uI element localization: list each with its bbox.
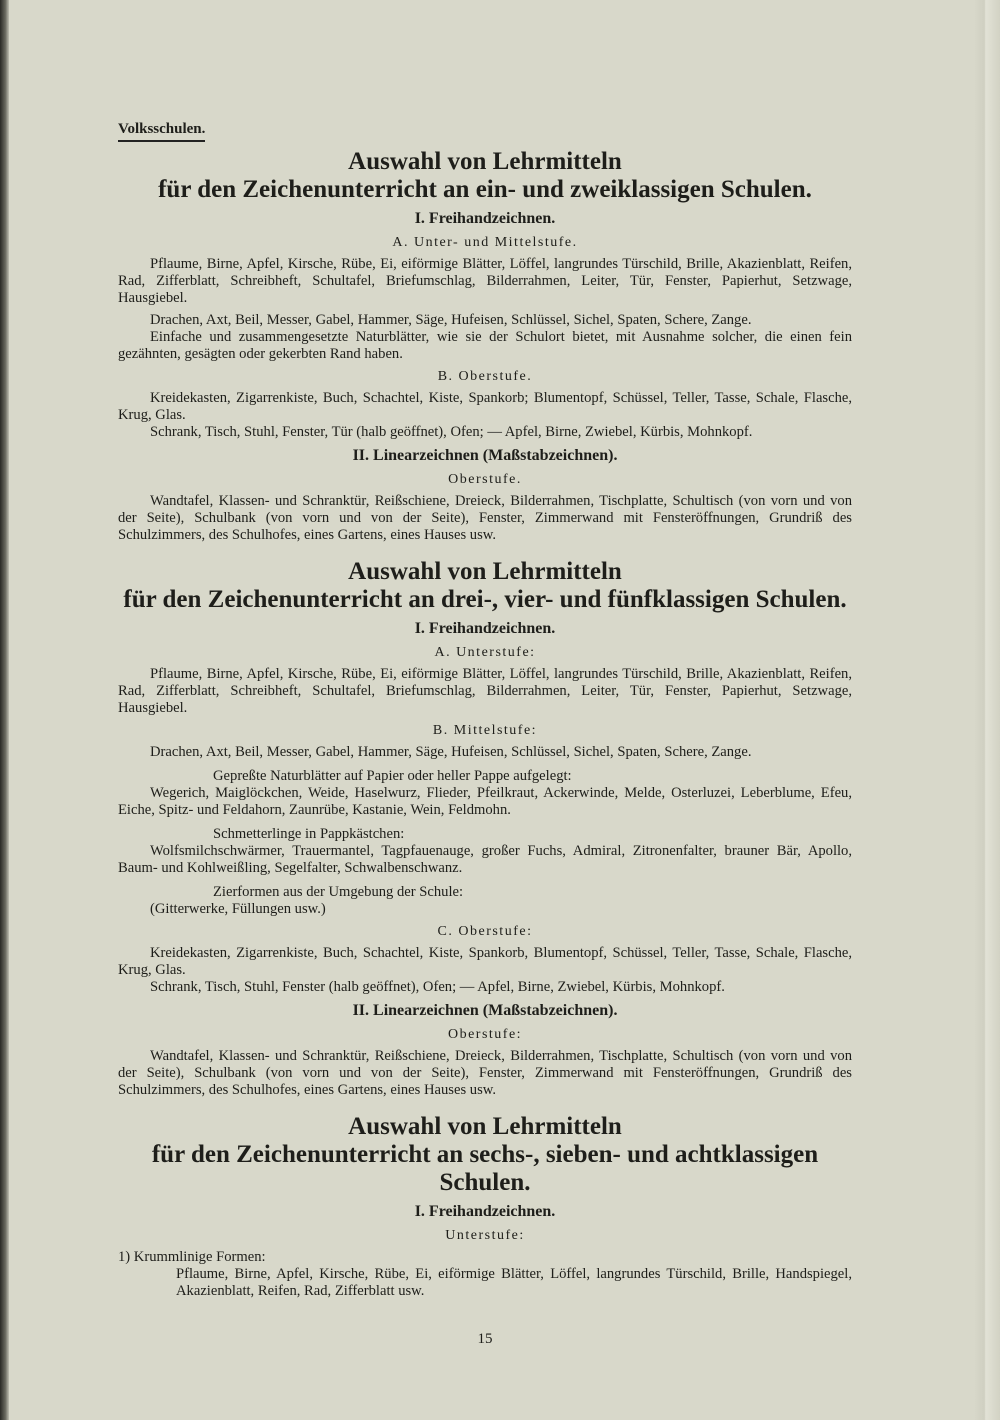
heading-freihand: I. Freihandzeichnen.: [414, 1203, 556, 1220]
paragraph: Drachen, Axt, Beil, Messer, Gabel, Hammer, Säge, Hufeisen, Schlüssel, Sichel, Spaten, Schere, Zange.: [150, 744, 752, 760]
list-label: 1) Krummlinige Formen:: [118, 1249, 266, 1265]
heading-linear: II. Linearzeichnen (Maßstabzeichnen).: [352, 1002, 618, 1019]
title-line: Auswahl von Lehrmitteln: [348, 1113, 622, 1140]
title-line: für den Zeichenunterricht an drei-, vier- und fünfklassigen Schulen.: [123, 586, 847, 613]
heading-freihand: I. Freihandzeichnen.: [414, 620, 556, 637]
title-line: Auswahl von Lehrmitteln: [348, 148, 622, 175]
subheading: Oberstufe.: [448, 472, 522, 487]
paragraph: Wegerich, Maiglöckchen, Weide, Haselwurz, Flieder, Pfeilkraut, Ackerwinde, Melde, Osterluzei, Leberblume, Efeu, Eiche, Spitz- und Feldahorn, Zaunrübe, Kastanie, Wein, Feldmohn.: [118, 785, 852, 818]
title-1: [118, 148, 852, 204]
subheading: B. Mittelstufe:: [432, 723, 538, 738]
title-2: [118, 558, 852, 614]
paragraph: Wolfsmilchschwärmer, Trauermantel, Tagpfauenauge, großer Fuchs, Admiral, Zitronenfalter, brauner Bär, Apollo, Baum- und Kohlweißling, Segelfalter, Schwalbenschwanz.: [118, 843, 852, 876]
paragraph: Pflaume, Birne, Apfel, Kirsche, Rübe, Ei, eiförmige Blätter, Löffel, langrundes Türschild, Brille, Handspiegel, Akazienblatt, Reifen, Rad, Zifferblatt usw.: [176, 1266, 852, 1299]
section-header: Volksschulen.: [118, 120, 205, 142]
text-column: [118, 0, 852, 1408]
subheading: Oberstufe:: [447, 1027, 523, 1042]
paragraph: Drachen, Axt, Beil, Messer, Gabel, Hammer, Säge, Hufeisen, Schlüssel, Sichel, Spaten, Schere, Zange.: [150, 312, 752, 328]
paragraph: Schrank, Tisch, Stuhl, Fenster (halb geöffnet), Ofen; — Apfel, Birne, Zwiebel, Kürbis, Mohnkopf.: [150, 979, 725, 995]
paragraph: Wandtafel, Klassen- und Schranktür, Reißschiene, Dreieck, Bilderrahmen, Tischplatte, Schultisch (von vorn und von der Seite), Schulbank (von vorn und von der Seite), Fenster, Zimmerwand mit Fensteröffnungen, Grundriß des Schulzimmers, des Schulhofes, eines Gartens, eines Hauses usw.: [118, 493, 852, 543]
paragraph: Kreidekasten, Zigarrenkiste, Buch, Schachtel, Kiste, Spankorb; Blumentopf, Schüssel, Teller, Tasse, Schale, Flasche, Krug, Glas.: [118, 390, 852, 423]
page-number: 15: [477, 1331, 493, 1347]
paragraph: Schmetterlinge in Pappkästchen:: [213, 826, 405, 842]
paragraph: Gepreßte Naturblätter auf Papier oder heller Pappe aufgelegt:: [213, 768, 572, 784]
book-spine-edge: [0, 0, 9, 1420]
title-line: Auswahl von Lehrmitteln: [348, 558, 622, 585]
subheading: Unterstufe:: [445, 1228, 525, 1243]
paragraph: Einfache und zusammengesetzte Naturblätter, wie sie der Schulort bietet, mit Ausnahme solcher, die einen fein gezähnten, gesägten oder gekerbten Rand haben.: [118, 329, 852, 362]
paragraph: Pflaume, Birne, Apfel, Kirsche, Rübe, Ei, eiförmige Blätter, Löffel, langrundes Türschild, Brille, Akazienblatt, Reifen, Rad, Zifferblatt, Schreibheft, Schultafel, Briefumschlag, Bilderrahmen, Leiter, Tür, Fenster, Papierhut, Setzwage, Hausgiebel.: [118, 256, 852, 306]
paragraph: Kreidekasten, Zigarrenkiste, Buch, Schachtel, Kiste, Spankorb, Blumentopf, Schüssel, Teller, Tasse, Schale, Flasche, Krug, Glas.: [118, 945, 852, 978]
heading-linear: II. Linearzeichnen (Maßstabzeichnen).: [352, 447, 618, 464]
title-line: für den Zeichenunterricht an ein- und zweiklassigen Schulen.: [158, 176, 812, 203]
subheading: A. Unter- und Mittelstufe.: [392, 235, 578, 250]
subheading: B. Oberstufe.: [437, 369, 533, 384]
paragraph: (Gitterwerke, Füllungen usw.): [150, 901, 326, 917]
title-line: für den Zeichenunterricht an sechs-, sieben- und achtklassigen Schulen.: [151, 1141, 819, 1196]
paragraph: Schrank, Tisch, Stuhl, Fenster, Tür (halb geöffnet), Ofen; — Apfel, Birne, Zwiebel, Kürbis, Mohnkopf.: [150, 424, 753, 440]
title-3: [118, 1113, 852, 1197]
subheading: C. Oberstufe:: [437, 924, 533, 939]
paragraph: Zierformen aus der Umgebung der Schule:: [213, 884, 464, 900]
page-edge: [974, 0, 1000, 1420]
paragraph: Pflaume, Birne, Apfel, Kirsche, Rübe, Ei, eiförmige Blätter, Löffel, langrundes Türschild, Brille, Akazienblatt, Reifen, Rad, Zifferblatt, Schreibheft, Schultafel, Briefumschlag, Bilderrahmen, Leiter, Tür, Fenster, Papierhut, Setzwage, Hausgiebel.: [118, 666, 852, 716]
subheading: A. Unterstufe:: [434, 645, 536, 660]
heading-freihand: I. Freihandzeichnen.: [414, 210, 556, 227]
paragraph: Wandtafel, Klassen- und Schranktür, Reißschiene, Dreieck, Bilderrahmen, Tischplatte, Schultisch (von vorn und von der Seite), Schulbank (von vorn und von der Seite), Fenster, Zimmerwand mit Fensteröffnungen, Grundriß des Schulzimmers, des Schulhofes, eines Gartens, eines Hauses usw.: [118, 1048, 852, 1098]
